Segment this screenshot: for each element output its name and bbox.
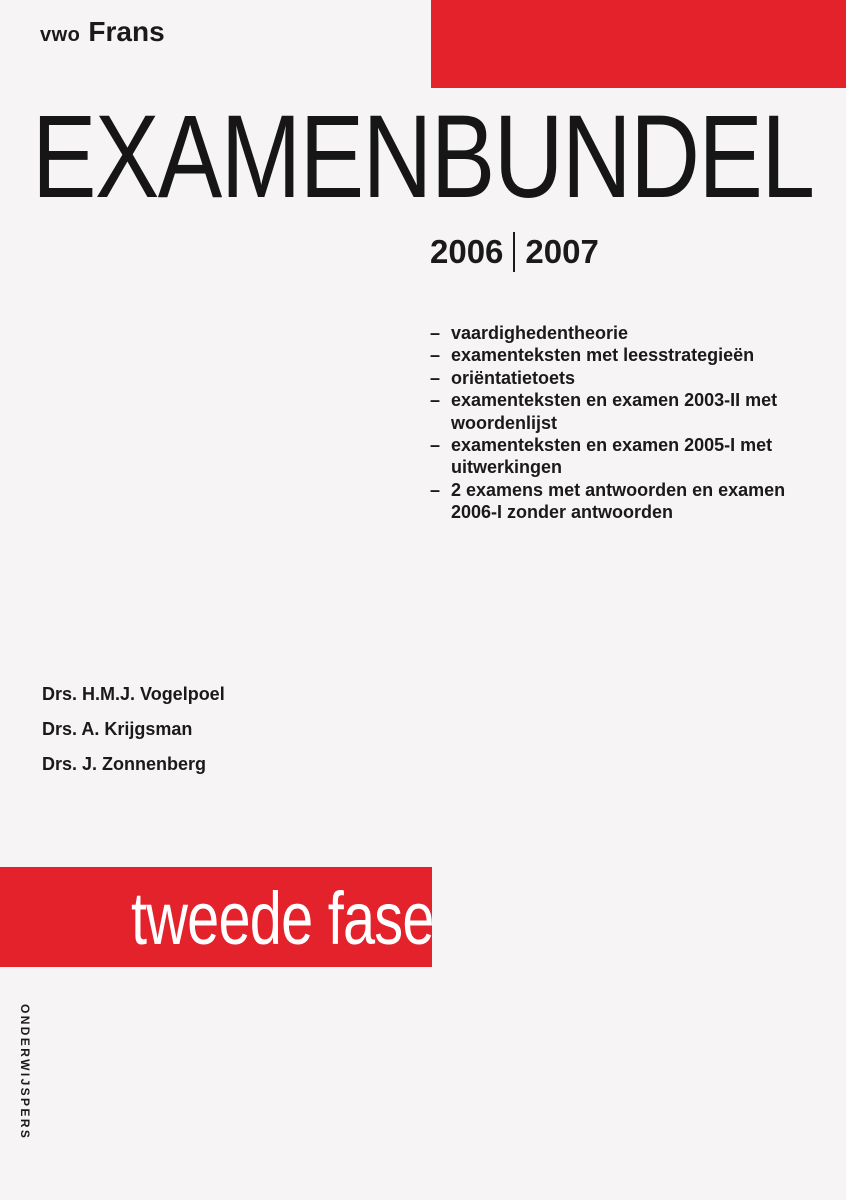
authors bbox=[42, 677, 225, 782]
contents-item bbox=[430, 479, 830, 524]
contents-list bbox=[430, 322, 830, 524]
dash: – bbox=[430, 345, 441, 366]
contents-item-text: examenteksten en examen 2003-II met woordenlijst bbox=[451, 390, 778, 433]
contents-item bbox=[430, 434, 830, 479]
top-red-band bbox=[431, 0, 846, 88]
author-name: Drs. H.M.J. Vogelpoel bbox=[42, 684, 225, 704]
dash: – bbox=[430, 390, 441, 411]
contents-item-text: vaardighedentheorie bbox=[451, 323, 629, 343]
level-subject-line bbox=[40, 16, 165, 56]
dash: – bbox=[430, 435, 441, 456]
education-level: vwo bbox=[40, 24, 81, 46]
dash: – bbox=[430, 479, 441, 500]
series-name: tweede fase bbox=[131, 877, 434, 960]
year-start: 2006 bbox=[430, 233, 504, 270]
dash: – bbox=[430, 367, 441, 388]
subject-name: Frans bbox=[88, 16, 165, 47]
contents-item bbox=[430, 367, 830, 389]
dash: – bbox=[430, 323, 441, 343]
contents-item bbox=[430, 322, 830, 344]
contents-item-text: examenteksten met leesstrategieën bbox=[451, 345, 755, 366]
contents-item-text: oriëntatietoets bbox=[451, 367, 576, 388]
book-title: EXAMENBUNDEL bbox=[32, 91, 814, 223]
contents-item-text: 2 examens met antwoorden en examen 2006-I zonder antwoorden bbox=[451, 479, 786, 523]
contents-item bbox=[430, 389, 830, 434]
year-separator bbox=[513, 232, 515, 272]
exam-years bbox=[430, 232, 599, 272]
author-name: Drs. A. Krijgsman bbox=[42, 719, 193, 739]
contents-item-text: examenteksten en examen 2005-I met uitwerkingen bbox=[451, 435, 773, 478]
contents-item bbox=[430, 344, 830, 366]
author-name: Drs. J. Zonnenberg bbox=[42, 754, 207, 774]
publisher-name: ONDERWIJSPERS bbox=[18, 1004, 32, 1141]
year-end: 2007 bbox=[525, 233, 599, 270]
